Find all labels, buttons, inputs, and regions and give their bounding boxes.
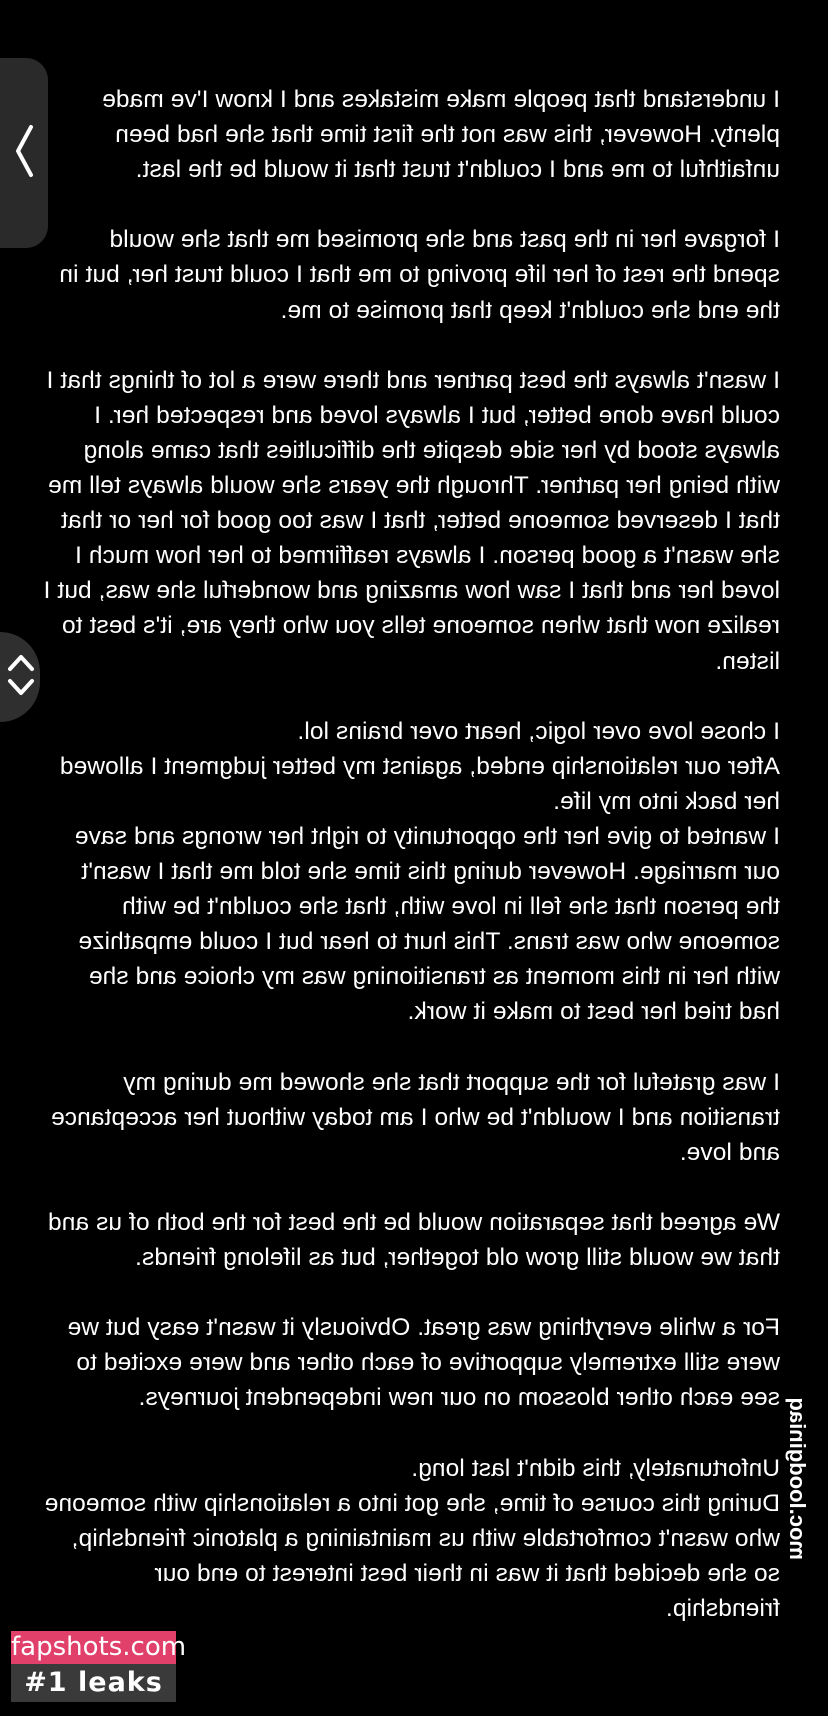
- back-button[interactable]: [0, 58, 48, 248]
- paragraph-1: I understand that people make mistakes and I know I've made plenty. However, this was not the first time that she had been unfaithful to me and I couldn't trust that it would be the last.: [102, 86, 780, 184]
- watermark-site: fapshots.com: [11, 1632, 187, 1662]
- scroll-arrows-icon: [6, 645, 40, 710]
- paragraph-2: I forgave her in the past and she promised me that she would spend the rest of her life proving to me that I could trust her, but in the end she couldn't keep that promise to me.: [59, 226, 780, 324]
- paragraph-5: I was grateful for the support that she showed me during my transition and I wouldn't be who I am today without her acceptance and love.: [50, 1068, 780, 1166]
- paragraph-4: I chose love over logic, heart over brains lol. After our relationship ended, against my better judgment I allowed her back into my life. I wanted to give her the opportunity to right her wrongs and save our marriage. However during this time she told me that I wasn't the person that she fell in love with, that she couldn't be with someone who was trans. This hurt to hear but I could empathize with her in this moment as transitioning was my choice and she had tried her best to make it work.: [59, 717, 780, 1026]
- chevron-left-icon: [11, 121, 37, 186]
- paragraph-3: I wasn't always the best partner and there were a lot of things that I could have done better, but I always loved and respected her. I always stood by her side despite the difficulties that came along with being her partner. Through the years she would always tell me that I deserved someone better, that I was too good for her or that she wasn't a good person. I always reaffirmed to her how much I loved her and that I saw how amazing and wonderful she was, but I realize now that when someone tells you who they are, it's best to listen.: [43, 366, 780, 675]
- side-url-watermark: moc.loodginiaq: [785, 1397, 810, 1560]
- watermark-tagline: #1 leaks: [11, 1664, 176, 1702]
- story-text: [42, 82, 780, 1661]
- paragraph-7: For a while everything was great. Obviously it wasn't easy but we were still extremely supportive of each other and were excited to see each other blossom on our new independent journeys.: [67, 1314, 780, 1412]
- paragraph-8: Unfortunately, this didn't last long. During this course of time, she got into a relationship with someone who wasn't comfortable with us maintaining a platonic friendship, so she decided that it was in their best interest to end our friendship.: [44, 1454, 780, 1623]
- site-watermark: [11, 1631, 187, 1702]
- paragraph-6: We agreed that separation would be the best for the both of us and that we would still grow old together, but as lifelong friends.: [47, 1209, 780, 1272]
- scroll-handle[interactable]: [0, 632, 40, 722]
